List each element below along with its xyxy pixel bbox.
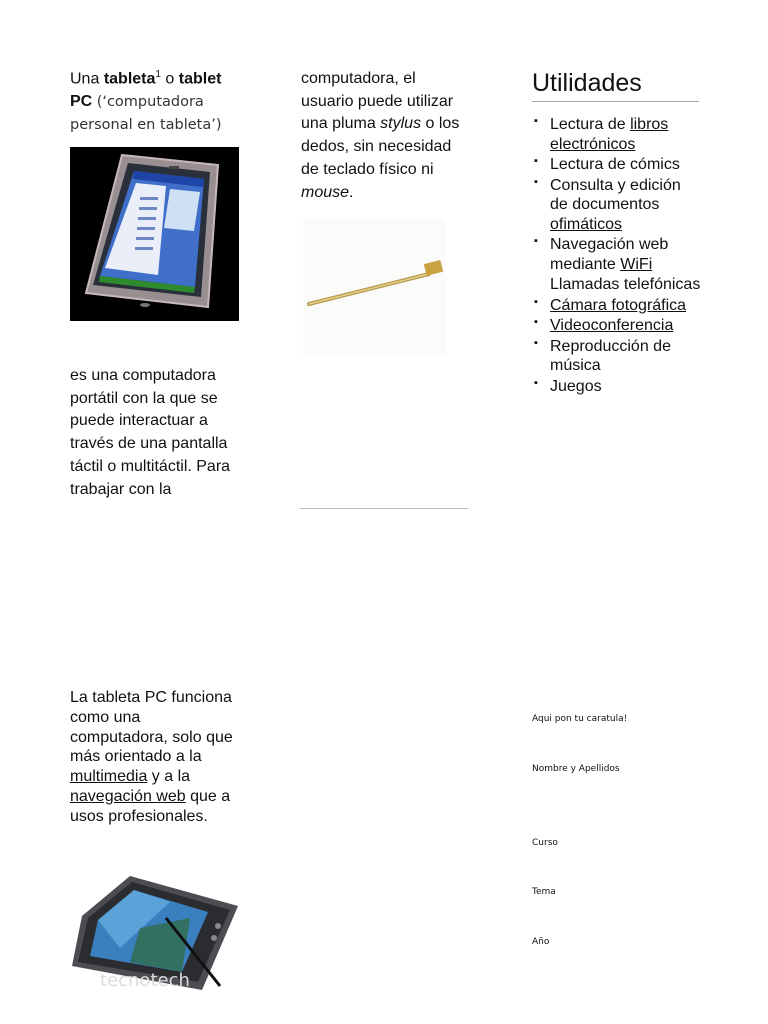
tablet-definition-text: es una computadora portátil con la que se puede interactuar a través de una pantalla táctil o multitáctil. Para trabajar con la	[70, 367, 231, 498]
link-wifi[interactable]: WiFi	[620, 255, 653, 273]
list-item	[532, 235, 702, 274]
link-multimedia[interactable]: multimedia	[70, 768, 148, 786]
list-item	[532, 316, 702, 336]
term-tablet-pc: tablet PC	[70, 70, 222, 111]
list-item	[532, 275, 702, 295]
stylus-term: stylus	[380, 115, 422, 133]
bullet-icon: ▪	[534, 336, 538, 349]
link-ofimaticos[interactable]: ofimáticos	[550, 215, 623, 233]
list-item-text: Reproducción de música	[550, 337, 671, 375]
para2-text-3: que a usos profesionales.	[70, 788, 231, 825]
list-item	[532, 337, 702, 376]
stylus-pen-image	[303, 218, 446, 356]
bullet-icon: ▪	[534, 376, 538, 389]
para2-text-2: y a la	[147, 768, 191, 786]
list-item	[532, 296, 702, 316]
gloss-text: (‘computadora personal en tableta’)	[70, 94, 222, 133]
list-item-text: Llamadas telefónicas	[550, 276, 701, 294]
tablet-stylus-illustration	[70, 868, 240, 996]
bullet-icon: ▪	[534, 316, 538, 329]
usage-text-2: o los dedos, sin necesidad de teclado físico ni	[301, 115, 460, 178]
cover-topic-label: Tema	[532, 887, 556, 897]
bullet-icon: ▪	[534, 295, 538, 308]
list-item-text: Consulta y edición de documentos	[550, 176, 681, 214]
link-libros-electronicos[interactable]: libros electrónicos	[550, 116, 669, 153]
tablet-with-stylus-image	[70, 868, 240, 996]
intro-paragraph	[70, 68, 245, 136]
tablet-function-paragraph	[70, 688, 240, 827]
stylus-illustration	[303, 218, 446, 356]
bullet-icon: ▪	[534, 115, 538, 127]
list-item-text: Juegos	[550, 377, 602, 395]
cover-title: Aqui pon tu caratula!	[532, 714, 628, 724]
intro-word-una: Una	[70, 70, 100, 88]
tablet-pc-image	[70, 147, 239, 321]
heading-underline	[532, 101, 699, 102]
cover-year-label: Año	[532, 937, 550, 947]
mouse-term: mouse	[301, 183, 350, 201]
section-divider	[300, 508, 468, 509]
utilidades-list	[532, 115, 702, 397]
list-item-text: Lectura de	[550, 116, 631, 133]
link-videoconferencia[interactable]: Videoconferencia	[550, 317, 674, 335]
list-item-text: Lectura de cómics	[550, 156, 680, 174]
utilidades-heading: Utilidades	[532, 69, 642, 97]
tablet2-watermark: tecnotech	[100, 970, 190, 991]
link-camara-fotografica[interactable]: Cámara fotográfica	[550, 296, 687, 314]
bullet-icon: ▪	[534, 155, 538, 168]
list-item	[532, 115, 702, 154]
list-item	[532, 377, 702, 397]
usage-text-end: .	[349, 183, 354, 201]
cover-name-label: Nombre y Apellidos	[532, 764, 620, 774]
intro-word-o: o	[165, 70, 175, 88]
cover-course-label: Curso	[532, 838, 558, 848]
footnote-marker[interactable]: 1	[155, 69, 161, 80]
bullet-icon: ▪	[534, 235, 538, 248]
list-item-text: Navegación web mediante	[550, 236, 669, 273]
list-item	[532, 155, 702, 175]
tablet-usage-text	[301, 68, 471, 204]
tablet-pc-illustration	[70, 147, 239, 321]
usage-text-1: computadora, el usuario puede utilizar una pluma	[301, 70, 454, 133]
link-navegacion-web[interactable]: navegación web	[70, 788, 186, 806]
para2-text-1: La tableta PC funciona como una computadora, solo que más orientado a la	[70, 689, 233, 766]
bullet-icon: ▪	[534, 175, 538, 188]
term-tableta: tableta	[103, 70, 156, 88]
list-item	[532, 176, 702, 235]
